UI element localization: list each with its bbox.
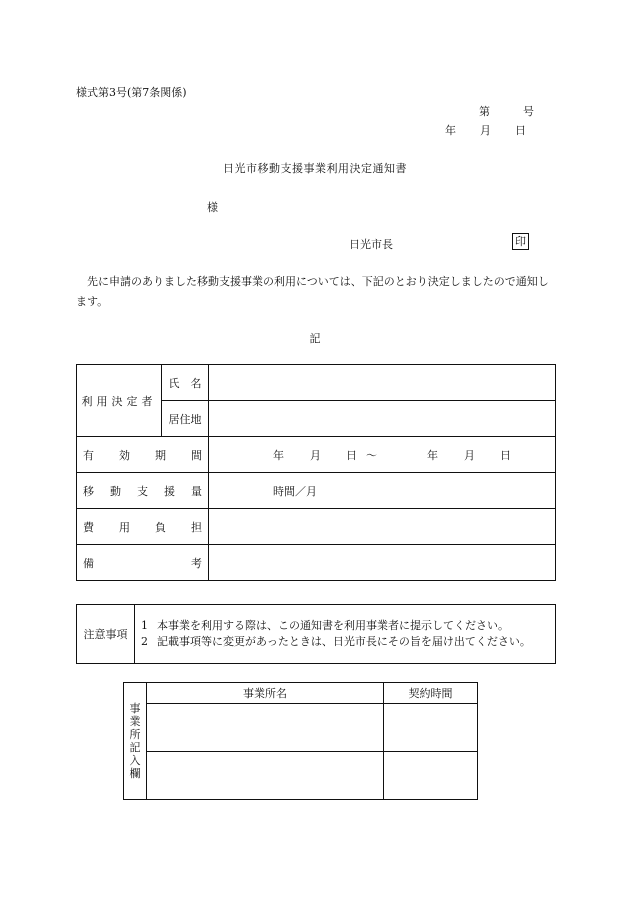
validity-end-year: 年 [427, 448, 438, 462]
name-field[interactable] [209, 365, 556, 401]
date-year: 年 [445, 124, 456, 137]
document-date [445, 122, 526, 138]
support-amount-unit: 時間／月 [273, 484, 317, 498]
notes-label: 注意事項 [77, 605, 135, 664]
remarks-label-cell [77, 545, 209, 581]
validity-end-day: 日 [500, 448, 511, 462]
label-char: 間 [191, 448, 202, 462]
address-label: 居住地 [162, 401, 209, 437]
office-name-header: 事業所名 [147, 683, 384, 704]
body-text: 先に申請のありました移動支援事業の利用については、下記のとおり決定しましたので通知します。 [76, 275, 549, 308]
label-char: 有 [83, 448, 94, 462]
remarks-field[interactable] [209, 545, 556, 581]
addressee-suffix: 様 [207, 201, 218, 214]
label-char: 用 [119, 520, 130, 534]
label-char: 量 [191, 484, 202, 498]
issuer-name: 日光市長 [349, 238, 393, 251]
contract-hours-header: 契約時間 [384, 683, 478, 704]
label-char: 費 [83, 520, 94, 534]
vertical-char: 事 [129, 702, 141, 715]
validity-label-cell [77, 437, 209, 473]
ki-heading: 記 [309, 332, 321, 345]
notes-content [135, 605, 556, 664]
label-char: 考 [191, 556, 202, 570]
note-number: 1 [141, 619, 148, 632]
date-day: 日 [515, 124, 526, 137]
address-field[interactable] [209, 401, 556, 437]
label-char: 負 [155, 520, 166, 534]
vertical-char: 業 [129, 715, 141, 728]
contract-hours-cell[interactable] [384, 704, 478, 752]
office-name-cell[interactable] [147, 704, 384, 752]
seal-mark: 印 [512, 233, 529, 250]
note-item [141, 618, 549, 634]
label-char: 援 [164, 484, 175, 498]
doc-number-suffix: 号 [523, 105, 534, 118]
label-char: 移 [83, 484, 94, 498]
office-name-cell[interactable] [147, 752, 384, 800]
document-title: 日光市移動支援事業利用決定通知書 [223, 162, 407, 175]
validity-end-month: 月 [464, 448, 475, 462]
validity-start-year: 年 [273, 448, 284, 462]
office-side-label [124, 683, 147, 800]
date-month: 月 [480, 124, 491, 137]
label-char: 担 [191, 520, 202, 534]
contract-hours-cell[interactable] [384, 752, 478, 800]
vertical-char: 入 [129, 754, 141, 767]
vertical-char: 所 [129, 728, 141, 741]
validity-field[interactable] [209, 437, 556, 473]
label-char: 動 [110, 484, 121, 498]
vertical-char: 欄 [129, 767, 141, 780]
doc-number-prefix: 第 [479, 105, 490, 118]
decision-holder-label: 利用決定者 [77, 365, 162, 437]
decision-table [76, 364, 556, 581]
validity-start-day: 日 [346, 448, 357, 462]
label-char: 支 [137, 484, 148, 498]
label-char: 期 [155, 448, 166, 462]
label-char: 効 [119, 448, 130, 462]
note-text: 記載事項等に変更があったときは、日光市長にその旨を届け出てください。 [157, 635, 531, 648]
name-label: 氏 名 [162, 365, 209, 401]
document-number [479, 103, 534, 119]
cost-label-cell [77, 509, 209, 545]
vertical-char: 記 [129, 741, 141, 754]
office-entry-table [123, 682, 478, 800]
remarks-label [77, 555, 208, 571]
label-char: 備 [83, 556, 94, 570]
notes-table [76, 604, 556, 664]
support-amount-field[interactable] [209, 473, 556, 509]
cost-field[interactable] [209, 509, 556, 545]
support-amount-label-cell [77, 473, 209, 509]
note-number: 2 [141, 635, 148, 648]
note-item [141, 634, 549, 650]
form-number: 様式第3号(第7条関係) [76, 86, 187, 99]
validity-label [77, 447, 208, 463]
note-text: 本事業を利用する際は、この通知書を利用事業者に提示してください。 [157, 619, 509, 632]
validity-tilde: ～ [366, 448, 377, 462]
support-amount-label [77, 483, 208, 499]
validity-start-month: 月 [310, 448, 321, 462]
cost-label [77, 519, 208, 535]
